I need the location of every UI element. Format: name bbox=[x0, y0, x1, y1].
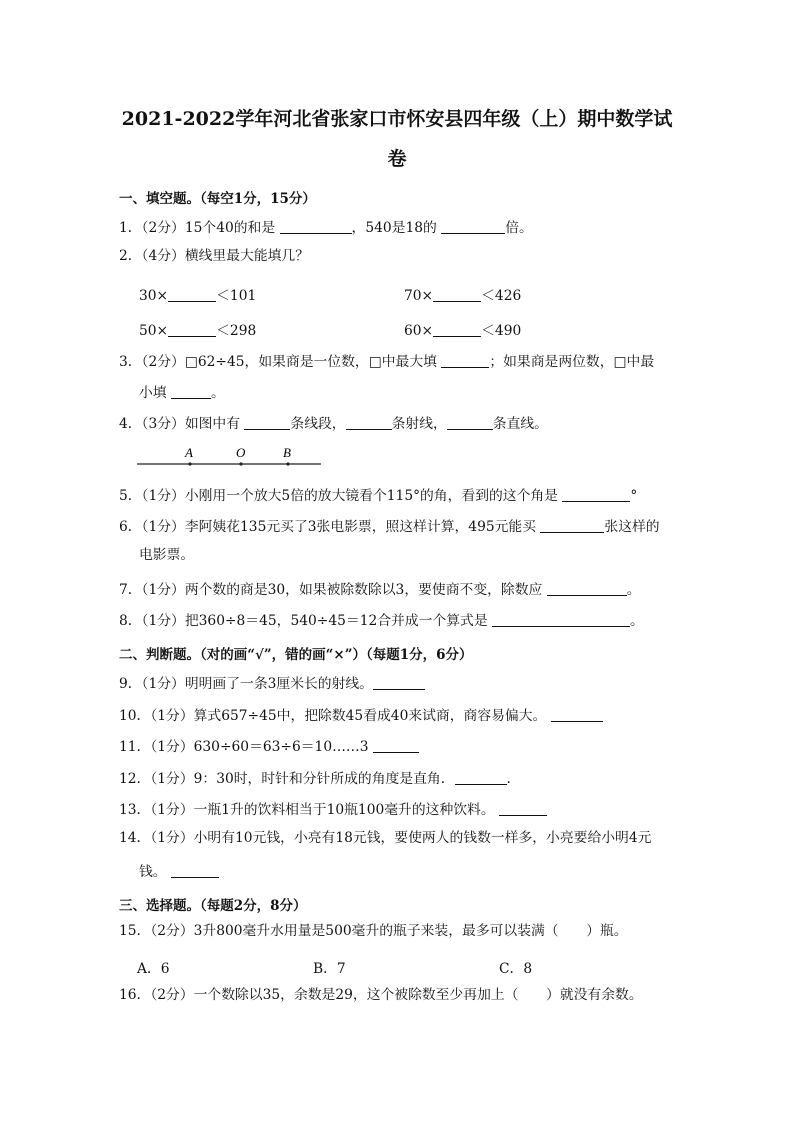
question-6-cont: 电影票。 bbox=[139, 547, 195, 563]
q2-item-3-pre: 50× bbox=[139, 323, 169, 339]
q2-item-1 bbox=[139, 284, 256, 304]
figure-point-o bbox=[239, 462, 242, 465]
q2-item-2-blank[interactable] bbox=[433, 287, 481, 302]
q2-item-3-blank[interactable] bbox=[168, 322, 216, 337]
q5-text-b: ° bbox=[630, 488, 638, 504]
q2-item-1-pre: 30× bbox=[139, 288, 169, 304]
q8-text-a: 8．（1分）把360÷8＝45，540÷45＝12合并成一个算式是 bbox=[119, 613, 493, 629]
q2-item-2-post: ＜426 bbox=[481, 288, 522, 304]
exam-title-line2: 卷 bbox=[387, 148, 407, 170]
q14-blank-1[interactable] bbox=[171, 863, 219, 878]
exam-title-line1: 2021-2022学年河北省张家口市怀安县四年级（上）期中数学试 bbox=[121, 108, 673, 130]
q12-text-b: . bbox=[506, 771, 511, 787]
q2-item-2-pre: 70× bbox=[404, 288, 434, 304]
q6-text-a: 6．（1分）李阿姨花135元买了3张电影票，照这样计算，495元能买 bbox=[119, 519, 541, 535]
q3-blank-2[interactable] bbox=[171, 384, 211, 399]
q3-text-c: 小填 bbox=[139, 385, 171, 401]
q2-item-1-post: ＜101 bbox=[216, 288, 257, 304]
q2-item-4 bbox=[404, 319, 521, 339]
q2-item-2 bbox=[404, 284, 521, 304]
q1-text-b: ，540是18的 bbox=[351, 220, 442, 236]
q2-item-4-post: ＜490 bbox=[481, 323, 522, 339]
q2-item-3 bbox=[139, 319, 256, 339]
q1-blank-1[interactable] bbox=[280, 219, 352, 234]
q3-text-d: 。 bbox=[210, 385, 225, 401]
question-6 bbox=[119, 518, 660, 535]
q1-blank-2[interactable] bbox=[441, 219, 505, 234]
figure-label-o: O bbox=[236, 445, 246, 460]
q12-blank-1[interactable] bbox=[455, 770, 507, 785]
q4-text-d: 条直线。 bbox=[492, 416, 548, 432]
question-14: 14．（1分）小明有10元钱，小亮有18元钱，要使两人的钱数一样多，小亮要给小明4元 bbox=[119, 830, 652, 846]
q11-text-a: 11．（1分）630÷60＝63÷6＝10……3 bbox=[119, 739, 373, 755]
q5-blank-1[interactable] bbox=[562, 487, 630, 502]
figure-point-a bbox=[188, 462, 191, 465]
q2-item-1-blank[interactable] bbox=[168, 287, 216, 302]
q2-item-4-blank[interactable] bbox=[433, 322, 481, 337]
q15-option-b[interactable]: B．7 bbox=[313, 961, 346, 977]
q3-text-a: 3．（2分）□62÷45，如果商是一位数，□中最大填 bbox=[119, 354, 442, 370]
q11-blank-1[interactable] bbox=[373, 738, 419, 753]
q3-text-b: ；如果商是两位数，□中最 bbox=[489, 354, 655, 370]
figure-label-b: B bbox=[283, 445, 291, 460]
q7-blank-1[interactable] bbox=[547, 581, 627, 596]
line-figure bbox=[137, 440, 323, 470]
q4-blank-2[interactable] bbox=[346, 415, 392, 430]
question-3 bbox=[119, 353, 654, 370]
question-15: 15．（2分）3升800毫升水用量是500毫升的瓶子来装，最多可以装满（ ）瓶。 bbox=[119, 923, 628, 939]
q4-blank-3[interactable] bbox=[447, 415, 493, 430]
figure-point-b bbox=[286, 462, 289, 465]
q3-blank-1[interactable] bbox=[441, 353, 489, 368]
section-judge-title: 二、判断题。（对的画“√”，错的画“×”）（每题1分，6分） bbox=[119, 647, 473, 663]
question-14-cont bbox=[139, 863, 219, 880]
q1-text-c: 倍。 bbox=[505, 220, 533, 236]
q4-text-b: 条线段， bbox=[290, 416, 346, 432]
q13-blank-1[interactable] bbox=[499, 801, 547, 816]
q4-blank-1[interactable] bbox=[244, 415, 290, 430]
q8-text-b: 。 bbox=[630, 613, 644, 629]
q6-blank-1[interactable] bbox=[540, 518, 604, 533]
q7-text-b: 。 bbox=[626, 582, 641, 598]
q4-text-a: 4．（3分）如图中有 bbox=[119, 416, 245, 432]
q10-text-a: 10．（1分）算式657÷45中，把除数45看成40来试商，商容易偏大。 bbox=[119, 708, 551, 724]
q14-text-b: 钱。 bbox=[139, 864, 171, 880]
section-choice-title: 三、选择题。（每题2分，8分） bbox=[119, 898, 307, 914]
section-fill-in-title: 一、填空题。（每空1分，15分） bbox=[119, 191, 316, 207]
question-9 bbox=[119, 675, 425, 692]
q15-option-a[interactable]: A．6 bbox=[137, 961, 170, 977]
question-10 bbox=[119, 707, 603, 724]
q6-text-b: 张这样的 bbox=[604, 519, 660, 535]
question-4 bbox=[119, 415, 548, 432]
question-16: 16．（2分）一个数除以35，余数是29，这个被除数至少再加上（ ）就没有余数。 bbox=[119, 987, 643, 1003]
question-3-cont bbox=[139, 384, 225, 401]
q1-text-a: 1．（2分）15个40的和是 bbox=[119, 220, 280, 236]
question-11 bbox=[119, 738, 419, 755]
q12-text-a: 12．（1分）9：30时，时针和分针所成的角度是直角． bbox=[119, 771, 455, 787]
question-12 bbox=[119, 770, 511, 787]
figure-label-a: A bbox=[185, 445, 193, 460]
q7-text-a: 7．（1分）两个数的商是30，如果被除数除以3，要使商不变，除数应 bbox=[119, 582, 547, 598]
q13-text-a: 13．（1分）一瓶1升的饮料相当于10瓶100毫升的这种饮料。 bbox=[119, 802, 500, 818]
question-2: 2．（4分）横线里最大能填几？ bbox=[119, 248, 310, 264]
q2-item-3-post: ＜298 bbox=[216, 323, 257, 339]
q9-blank-1[interactable] bbox=[373, 675, 425, 690]
q9-text-a: 9．（1分）明明画了一条3厘米长的射线。 bbox=[119, 676, 373, 692]
q4-text-c: 条射线， bbox=[391, 416, 447, 432]
question-7 bbox=[119, 581, 640, 598]
q8-blank-1[interactable] bbox=[492, 612, 630, 627]
q10-blank-1[interactable] bbox=[551, 707, 603, 722]
question-5 bbox=[119, 487, 637, 504]
q5-text-a: 5．（1分）小刚用一个放大5倍的放大镜看个115°的角，看到的这个角是 bbox=[119, 488, 563, 504]
q2-item-4-pre: 60× bbox=[404, 323, 434, 339]
q15-option-c[interactable]: C．8 bbox=[499, 961, 533, 977]
question-13 bbox=[119, 801, 547, 818]
question-1 bbox=[119, 219, 533, 236]
question-8 bbox=[119, 612, 644, 629]
